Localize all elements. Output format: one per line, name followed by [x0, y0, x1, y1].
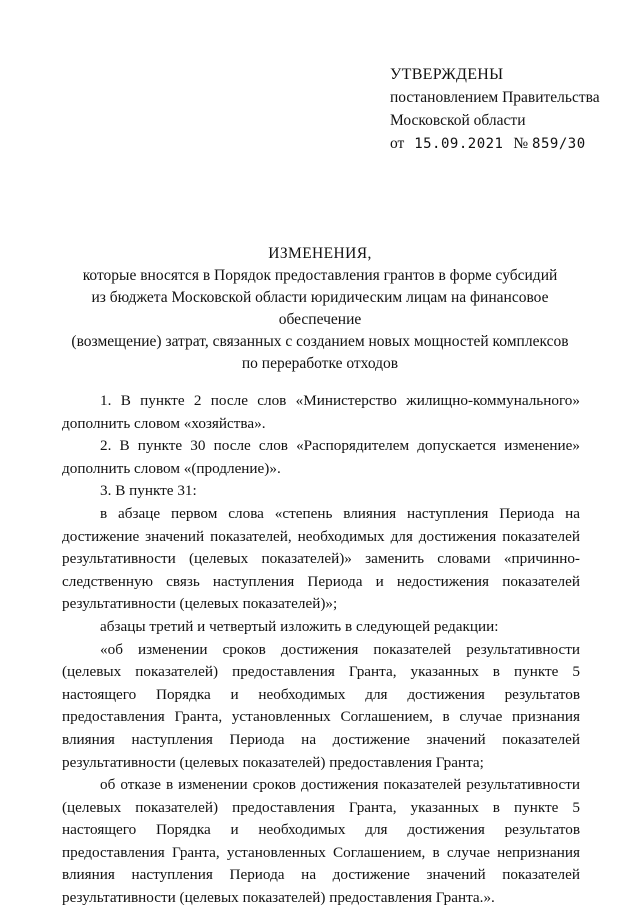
approval-title: УТВЕРЖДЕНЫ — [390, 66, 504, 83]
approval-block — [390, 63, 600, 156]
heading-line: по переработке отходов — [241, 355, 399, 372]
document-heading — [60, 243, 580, 375]
document-title: ИЗМЕНЕНИЯ, — [268, 245, 372, 262]
paragraph-first-abzac: в абзаце первом слова «степень влияния наступления Периода на достижение значений показателей, необходимых для достижения показателей результативности (целевых показателей)» заменить словами «причинно-следственную связь наступления Периода и недостижения показателей результативности (целевых показателей)»; — [62, 504, 580, 613]
approval-number: 859/30 — [532, 136, 586, 152]
paragraph-abzacs-intro: абзацы третий и четвертый изложить в следующей редакции: — [100, 617, 499, 635]
approval-number-line — [390, 132, 600, 156]
approval-line-government: постановлением Правительства — [390, 89, 600, 106]
paragraph-quote-2: об отказе в изменении сроков достижения показателей результативности (целевых показателей) предоставления Гранта, указанных в пункте 5 настоящего Порядка и необходимых для достижения результатов предоставления Гранта, установленных Соглашением, в случае непризнания влияния наступления Периода на достижение значений показателей результативности (целевых показателей) предоставления Гранта.». — [62, 776, 580, 907]
paragraph-item-3: 3. В пункте 31: — [100, 482, 197, 500]
approval-date: 15.09.2021 — [414, 136, 504, 152]
paragraph-item-2: 2. В пункте 30 после слов «Распорядителем допускается изменение» дополнить словом «(продление)». — [62, 437, 580, 477]
number-label: № — [513, 135, 529, 152]
approval-line-region: Московской области — [390, 112, 526, 129]
document-body — [62, 390, 580, 910]
from-label: от — [390, 135, 405, 152]
heading-line: из бюджета Московской области юридическим лицам на финансовое обеспечение — [91, 289, 549, 328]
heading-line: которые вносятся в Порядок предоставления грантов в форме субсидий — [82, 267, 558, 284]
paragraph-item-1: 1. В пункте 2 после слов «Министерство жилищно-коммунального» дополнить словом «хозяйства». — [62, 392, 580, 432]
heading-line: (возмещение) затрат, связанных с созданием новых мощностей комплексов — [71, 333, 569, 350]
paragraph-quote-1: «об изменении сроков достижения показателей результативности (целевых показателей) предоставления Гранта, указанных в пункте 5 настоящего Порядка и необходимых для достижения результатов предоставления Гранта, установленных Соглашением, в случае признания влияния наступления Периода на достижение значений показателей результативности (целевых показателей) предоставления Гранта; — [62, 640, 580, 771]
